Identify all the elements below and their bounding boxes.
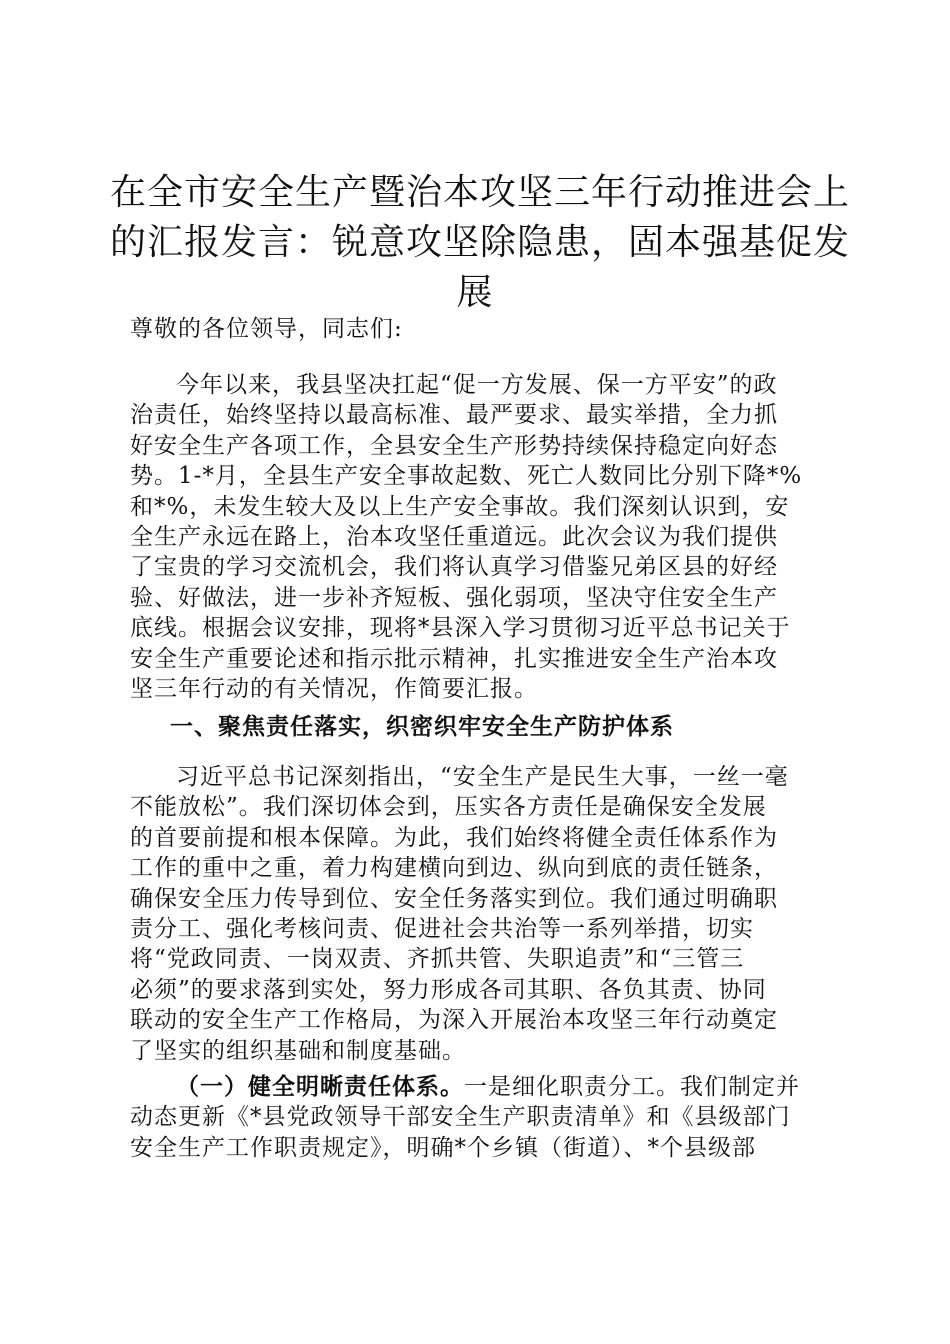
section-heading-text: 一、聚焦责任落实，织密织牢安全生产防护体系 (170, 713, 674, 740)
paragraph-line: 今年以来，我县坚决扛起“促一方发展、保一方平安”的政 (176, 372, 778, 398)
subsection-heading: （一）健全明晰责任体系。 (176, 1073, 464, 1100)
paragraph-intro (130, 370, 830, 704)
paragraph-line: 工作的重中之重，着力构建横向到边、纵向到底的责任链条， (130, 855, 778, 882)
paragraph-line: 全生产永远在路上，治本攻坚任重道远。此次会议为我们提供 (130, 524, 778, 551)
paragraph-line: 确保安全压力传导到位、安全任务落实到位。我们通过明确职 (130, 885, 778, 912)
title-line: 的汇报发言：锐意攻坚除隐患，固本强基促发 (110, 222, 851, 263)
document-title (110, 168, 851, 318)
paragraph-line: 安全生产重要论述和指示批示精神，扎实推进安全生产治本攻 (130, 645, 778, 672)
paragraph-line-rest: 一是细化职责分工。我们制定并 (464, 1074, 800, 1100)
paragraph-line: 安全生产工作职责规定》，明确*个乡镇（街道）、*个县级部 (130, 1134, 756, 1161)
paragraph-line: 不能放松”。我们深切体会到，压实各方责任是确保安全发展 (130, 794, 767, 821)
paragraph-line: 底线。根据会议安排，现将*县深入学习贯彻习近平总书记关于 (130, 615, 791, 642)
paragraph-line: 势。1-*月，全县生产安全事故起数、死亡人数同比分别下降*% (130, 463, 803, 490)
paragraph-line: 和*%，未发生较大及以上生产安全事故。我们深刻认识到，安 (130, 493, 790, 520)
title-line: 在全市安全生产暨治本攻坚三年行动推进会上 (110, 172, 851, 213)
salutation (130, 314, 830, 344)
paragraph-line: 责分工、强化考核问责、促进社会共治等一系列举措，切实 (130, 916, 754, 943)
paragraph-line: 动态更新《*县党政领导干部安全生产职责清单》和《县级部门 (130, 1104, 791, 1131)
paragraph-line: 将“党政同责、一岗双责、齐抓共管、失职追责”和“三管三 (130, 946, 745, 973)
paragraph-line: 坚三年行动的有关情况，作简要汇报。 (130, 676, 538, 703)
paragraph-line (130, 1072, 830, 1102)
paragraph-line: 必须”的要求落到实处，努力形成各司其职、各负其责、协同 (130, 976, 767, 1003)
section-heading-1 (130, 712, 870, 742)
paragraph-line: 好安全生产各项工作，全县安全生产形势持续保持稳定向好态 (130, 432, 778, 459)
paragraph-line: 了宝贵的学习交流机会，我们将认真学习借鉴兄弟区县的好经 (130, 554, 778, 581)
paragraph-section-1 (130, 762, 830, 1066)
paragraph-line: 治责任，始终坚持以最高标准、最严要求、最实举措，全力抓 (130, 402, 778, 429)
paragraph-line: 联动的安全生产工作格局，为深入开展治本攻坚三年行动奠定 (130, 1007, 778, 1034)
salutation-text: 尊敬的各位领导，同志们: (130, 316, 403, 342)
paragraph-line: 的首要前提和根本保障。为此，我们始终将健全责任体系作为 (130, 824, 778, 851)
paragraph-line: 了坚实的组织基础和制度基础。 (130, 1037, 466, 1064)
paragraph-subsection-1 (130, 1072, 830, 1163)
paragraph-line: 验、好做法，进一步补齐短板、强化弱项，坚决守住安全生产 (130, 584, 778, 611)
paragraph-line: 习近平总书记深刻指出，“安全生产是民生大事，一丝一毫 (176, 764, 789, 790)
title-line: 展 (456, 272, 494, 313)
